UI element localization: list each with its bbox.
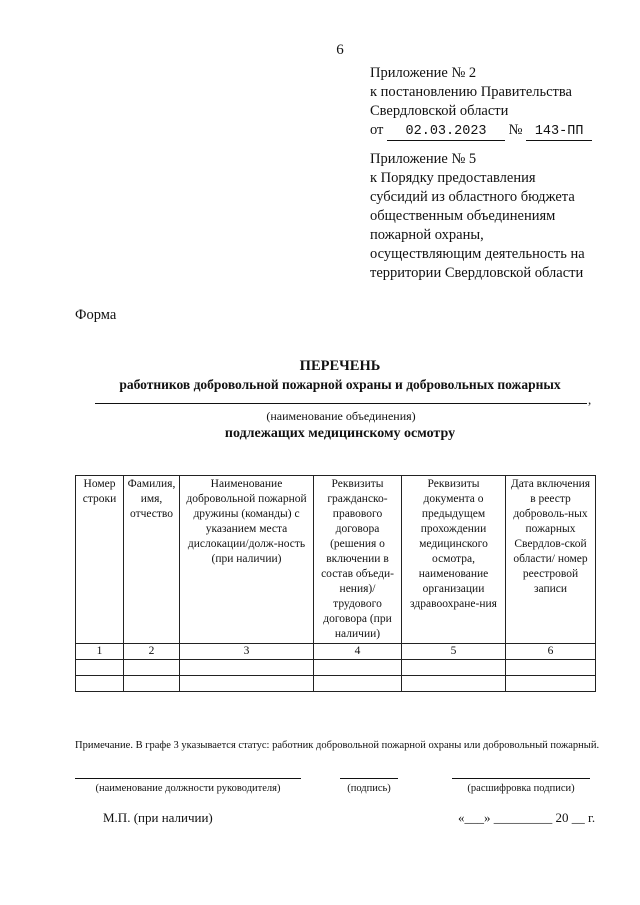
signature-caption: (подпись): [347, 783, 391, 794]
column-number: 5: [402, 644, 506, 660]
table-header-row: [76, 476, 596, 644]
table-cell[interactable]: [180, 676, 314, 692]
table-cell[interactable]: [402, 676, 506, 692]
appendix-5-line: субсидий из областного бюджета: [370, 189, 575, 205]
signature-line[interactable]: [340, 778, 398, 779]
organization-caption: (наименование объединения): [266, 409, 416, 423]
column-number: 4: [314, 644, 402, 660]
appendix-5-line: к Порядку предоставления: [370, 170, 536, 186]
table-cell[interactable]: [314, 660, 402, 676]
table-row[interactable]: [76, 676, 596, 692]
from-label: от: [370, 122, 384, 138]
header-row-number: Номер строки: [76, 476, 124, 644]
table-cell[interactable]: [180, 660, 314, 676]
page-number: 6: [336, 42, 344, 58]
appendix-5-block: [370, 150, 585, 283]
column-number-row: [76, 644, 596, 660]
appendix-5-line: территории Свердловской области: [370, 265, 584, 281]
organization-name-line[interactable]: [95, 403, 587, 404]
table-cell[interactable]: [314, 676, 402, 692]
header-brigade: Наименование добровольной пожарной дружины (команды) с указанием места дислокации/долж-ность (при наличии): [180, 476, 314, 644]
organization-comma: ,: [588, 392, 592, 407]
stamp-label: М.П. (при наличии): [103, 810, 213, 825]
column-number: 2: [124, 644, 180, 660]
table-cell[interactable]: [506, 676, 596, 692]
table-cell[interactable]: [76, 660, 124, 676]
position-line[interactable]: [75, 778, 301, 779]
appendix-2-title: Приложение № 2: [370, 65, 477, 81]
table-cell[interactable]: [76, 676, 124, 692]
column-number: 6: [506, 644, 596, 660]
decoding-line[interactable]: [452, 778, 590, 779]
table-cell[interactable]: [124, 676, 180, 692]
number-label: №: [508, 122, 523, 138]
appendix-2-line: к постановлению Правительства: [370, 84, 572, 100]
document-subtitle: работников добровольной пожарной охраны и добровольных пожарных: [119, 377, 561, 392]
header-full-name: Фамилия, имя, отчество: [124, 476, 180, 644]
table-cell[interactable]: [506, 660, 596, 676]
decree-number: 143-ПП: [526, 124, 592, 141]
decoding-caption: (расшифровка подписи): [467, 783, 575, 794]
table-cell[interactable]: [402, 660, 506, 676]
table-note: Примечание. В графе 3 указывается статус: работник добровольной пожарной охраны или добровольный пожарный.: [75, 740, 600, 751]
date-line: «___» _________ 20 __ г.: [458, 810, 596, 825]
table-row[interactable]: [76, 660, 596, 676]
position-caption: (наименование должности руководителя): [95, 783, 281, 794]
column-number: 3: [180, 644, 314, 660]
appendix-2-block: [370, 64, 592, 141]
appendix-5-line: общественным объединениям: [370, 208, 556, 224]
header-med-document: Реквизиты документа о предыдущем прохождении медицинского осмотра, наименование организации здравоохране-ния: [402, 476, 506, 644]
appendix-5-line: осуществляющим деятельность на: [370, 246, 585, 262]
header-registry: Дата включения в реестр доброволь-ных пожарных Свердлов-ской области/ номер реестровой записи: [506, 476, 596, 644]
appendix-5-line: пожарной охраны,: [370, 227, 484, 243]
appendix-2-date-row: [370, 121, 592, 141]
appendix-2-line: Свердловской области: [370, 103, 509, 119]
column-number: 1: [76, 644, 124, 660]
table-cell[interactable]: [124, 660, 180, 676]
form-label: Форма: [75, 307, 117, 323]
header-contract: Реквизиты гражданско-правового договора (решения о включении в состав объеди-нения)/ трудового договора (при наличии): [314, 476, 402, 644]
document-subject: подлежащих медицинскому осмотру: [224, 426, 456, 441]
appendix-5-title: Приложение № 5: [370, 151, 477, 167]
document-title: ПЕРЕЧЕНЬ: [299, 358, 381, 374]
decree-date: 02.03.2023: [387, 124, 505, 141]
employees-table: [75, 475, 596, 692]
